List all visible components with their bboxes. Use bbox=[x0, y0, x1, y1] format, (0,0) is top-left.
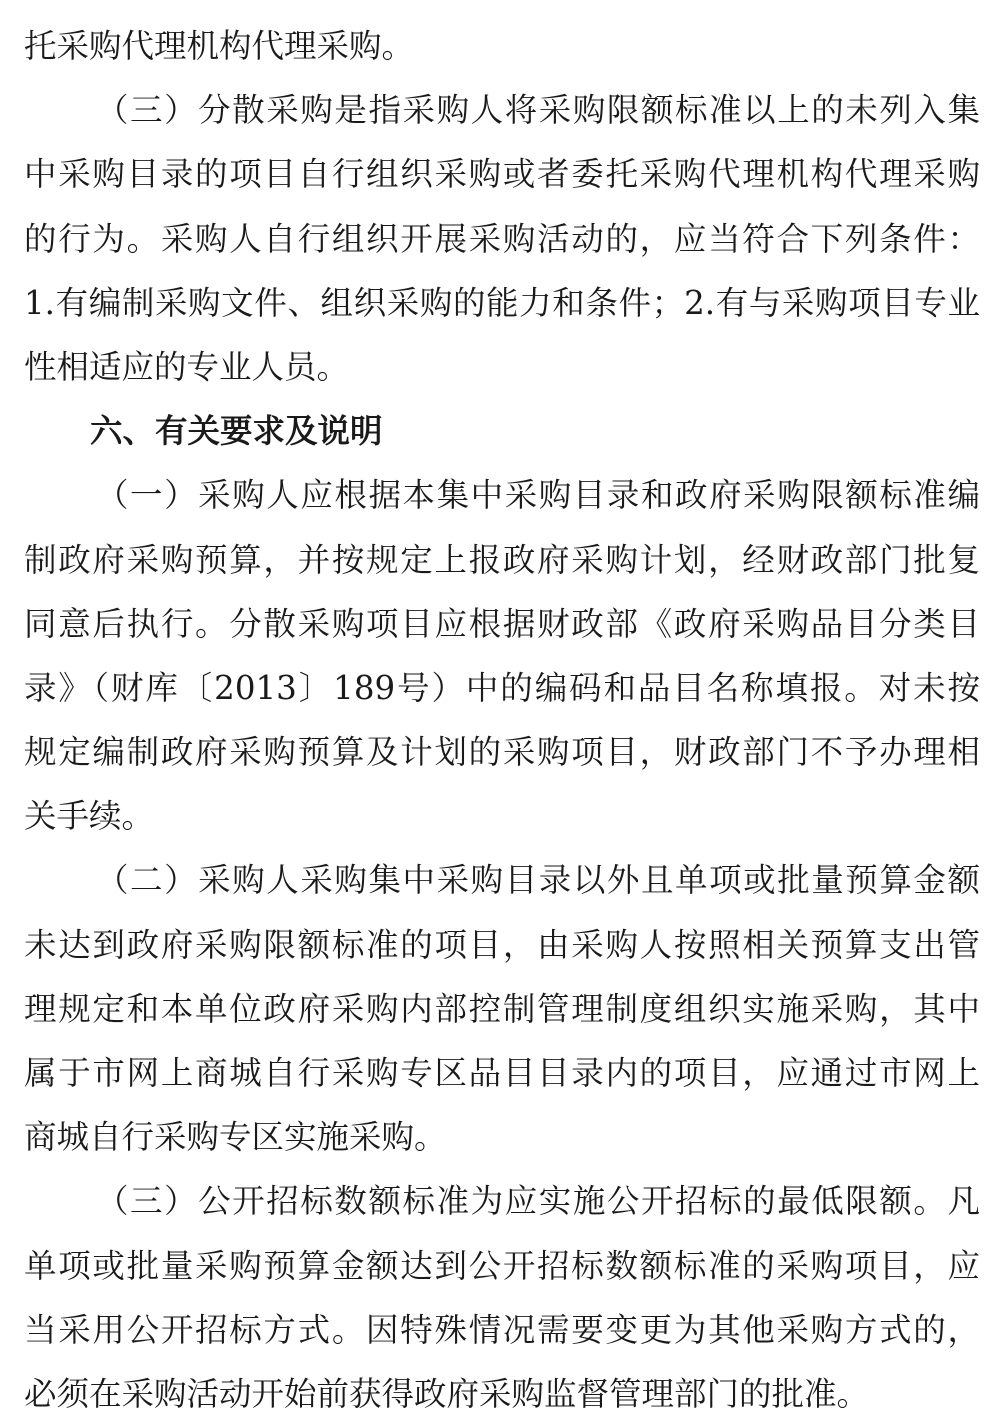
paragraph-line: 托采购代理机构代理采购。 bbox=[24, 27, 415, 65]
paragraph-line: 性相适应的专业人员。 bbox=[24, 347, 350, 386]
section-heading: 六、有关要求及说明 bbox=[90, 412, 383, 451]
paragraph-line: 商城自行采购专区实施采购。 bbox=[24, 1118, 447, 1157]
paragraph-line: 单项或批量采购预算金额达到公开招标数额标准的采购项目，应 bbox=[24, 1246, 980, 1285]
paragraph-line: （三）分散采购是指采购人将采购限额标准以上的未列入集 bbox=[96, 91, 980, 130]
paragraph-line: 1.有编制采购文件、组织采购的能力和条件；2.有与采购项目专业 bbox=[24, 283, 980, 322]
paragraph-line: （二）采购人采购集中采购目录以外且单项或批量预算金额 bbox=[96, 861, 980, 900]
paragraph-line: 规定编制政府采购预算及计划的采购项目，财政部门不予办理相 bbox=[24, 733, 980, 772]
document-page bbox=[24, 14, 980, 1426]
paragraph-line: 录》（财库〔2013〕189号）中的编码和品目名称填报。对未按 bbox=[24, 668, 980, 707]
paragraph-line: 制政府采购预算，并按规定上报政府采购计划，经财政部门批复 bbox=[24, 540, 980, 579]
paragraph-line: 关手续。 bbox=[24, 797, 155, 836]
paragraph-line: 中采购目录的项目自行组织采购或者委托采购代理机构代理采购 bbox=[24, 155, 980, 194]
paragraph-line: 当采用公开招标方式。因特殊情况需要变更为其他采购方式的， bbox=[24, 1310, 980, 1349]
paragraph-line: 必须在采购活动开始前获得政府采购监督管理部门的批准。 bbox=[24, 1374, 870, 1413]
paragraph-line: 同意后执行。分散采购项目应根据财政部《政府采购品目分类目 bbox=[24, 604, 980, 643]
paragraph-line: 未达到政府采购限额标准的项目，由采购人按照相关预算支出管 bbox=[24, 925, 980, 964]
paragraph-line: 理规定和本单位政府采购内部控制管理制度组织实施采购，其中 bbox=[24, 989, 980, 1028]
paragraph-line: （一）采购人应根据本集中采购目录和政府采购限额标准编 bbox=[96, 476, 980, 515]
paragraph-line: （三）公开招标数额标准为应实施公开招标的最低限额。凡 bbox=[96, 1182, 980, 1221]
paragraph-line: 属于市网上商城自行采购专区品目目录内的项目，应通过市网上 bbox=[24, 1054, 980, 1092]
paragraph-line: 的行为。采购人自行组织开展采购活动的，应当符合下列条件： bbox=[24, 219, 980, 258]
